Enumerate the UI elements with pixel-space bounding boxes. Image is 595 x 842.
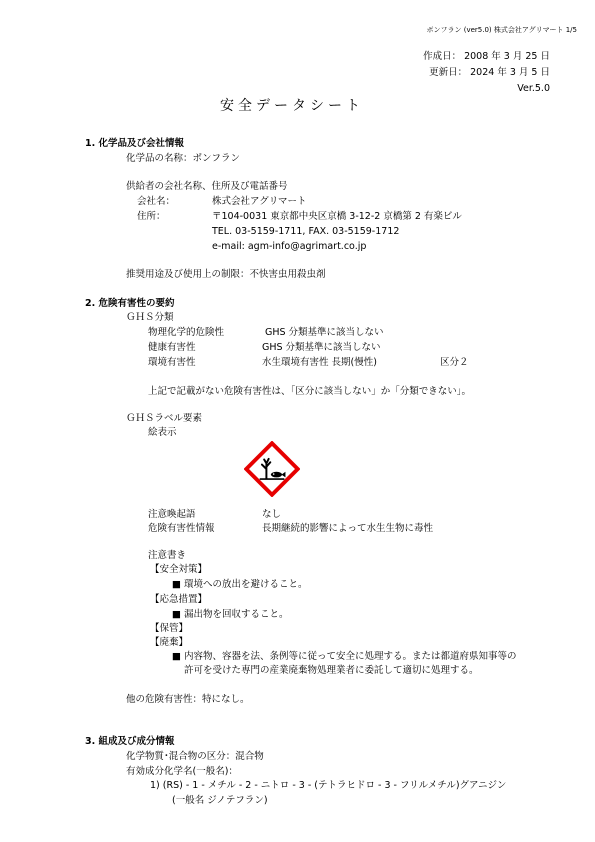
hazard-info-label: 危険有害性情報 [148,523,215,534]
storage-heading: 【保管】 [150,623,189,634]
health-value: GHS 分類基準に該当しない [262,342,381,353]
tel-fax: TEL. 03-5159-1711, FAX. 03-5159-1712 [212,226,400,237]
environment-hazard-icon [244,441,300,497]
version: Ver.5.0 [517,83,550,94]
env-label: 環境有害性 [148,357,196,368]
section2-heading: 2. 危険有害性の要約 [85,298,175,309]
physchem-value: GHS 分類基準に該当しない [265,327,384,338]
ingredient-1: 1) (RS) - 1 - メチル - 2 - ニトロ - 3 - (テトラヒドロ - 3 - フリルメチル)グアニジン [150,780,507,791]
emergency-measures-heading: 【応急措置】 [150,594,208,605]
section1-heading: 1. 化学品及び会社情報 [85,138,185,149]
section3-heading: 3. 組成及び成分情報 [85,736,175,747]
address-label: 住所： [137,211,166,222]
signal-word-value: なし [262,509,282,520]
ingredient-heading: 有効成分化学名(一般名)： [126,766,238,777]
ghs-classification: ＧＨＳ分類 [126,312,174,323]
updated-date: 更新日： 2024 年 3 月 5 日 [429,67,550,78]
supplier-heading: 供給者の会社名称、住所及び電話番号 [126,181,288,192]
pictogram-label: 絵表示 [148,427,177,438]
ingredient-1-common-name: (一般名 ジノテフラン) [172,795,268,806]
physchem-label: 物理化学的危険性 [148,327,225,338]
company-value: 株式会社アグリマート [212,196,307,207]
signal-word-label: 注意喚起語 [148,509,196,520]
company-label: 会社名： [137,196,176,207]
ghs-label-elements: ＧＨＳラベル要素 [126,413,203,424]
disposal-heading: 【廃棄】 [150,637,189,648]
document-title: 安全データシート [220,98,364,114]
disposal-item-line2: 許可を受けた専門の産業廃棄物処理業者に委託して適切に処理する。 [184,665,479,676]
health-label: 健康有害性 [148,342,196,353]
product-name: 化学品の名称：ボンフラン [126,153,241,164]
use-restriction: 推奨用途及び使用上の制限：不快害虫用殺虫剤 [126,269,326,280]
classification-note: 上記で記載がない危険有害性は、「区分に該当しない」か「分類できない」。 [148,386,472,397]
emergency-item: ■ 漏出物を回収すること。 [172,609,289,620]
safety-item: ■ 環境への放出を避けること。 [172,579,308,590]
email: e-mail: agm-info@agrimart.co.jp [212,241,367,252]
hazard-info-value: 長期継続的影響によって水生生物に毒性 [262,523,434,534]
address-value: 〒104-0031 東京都中央区京橋 3-12-2 京橋第 2 有楽ビル [212,211,462,222]
env-category: 区分２ [440,357,469,368]
created-date: 作成日： 2008 年 3 月 25 日 [423,51,550,62]
env-value: 水生環境有害性 長期(慢性) [262,357,377,368]
substance-type: 化学物質･混合物の区分：混合物 [126,751,264,762]
header-top-line: ボンフラン (ver5.0) 株式会社アグリマート 1/5 [426,26,577,34]
safety-measures-heading: 【安全対策】 [150,564,208,575]
precaution-heading: 注意書き [148,550,187,561]
other-hazards: 他の危険有害性：特になし。 [126,694,250,705]
disposal-item-line1: ■ 内容物、容器を法、条例等に従って安全に処理する。または都道府県知事等の [172,651,517,662]
